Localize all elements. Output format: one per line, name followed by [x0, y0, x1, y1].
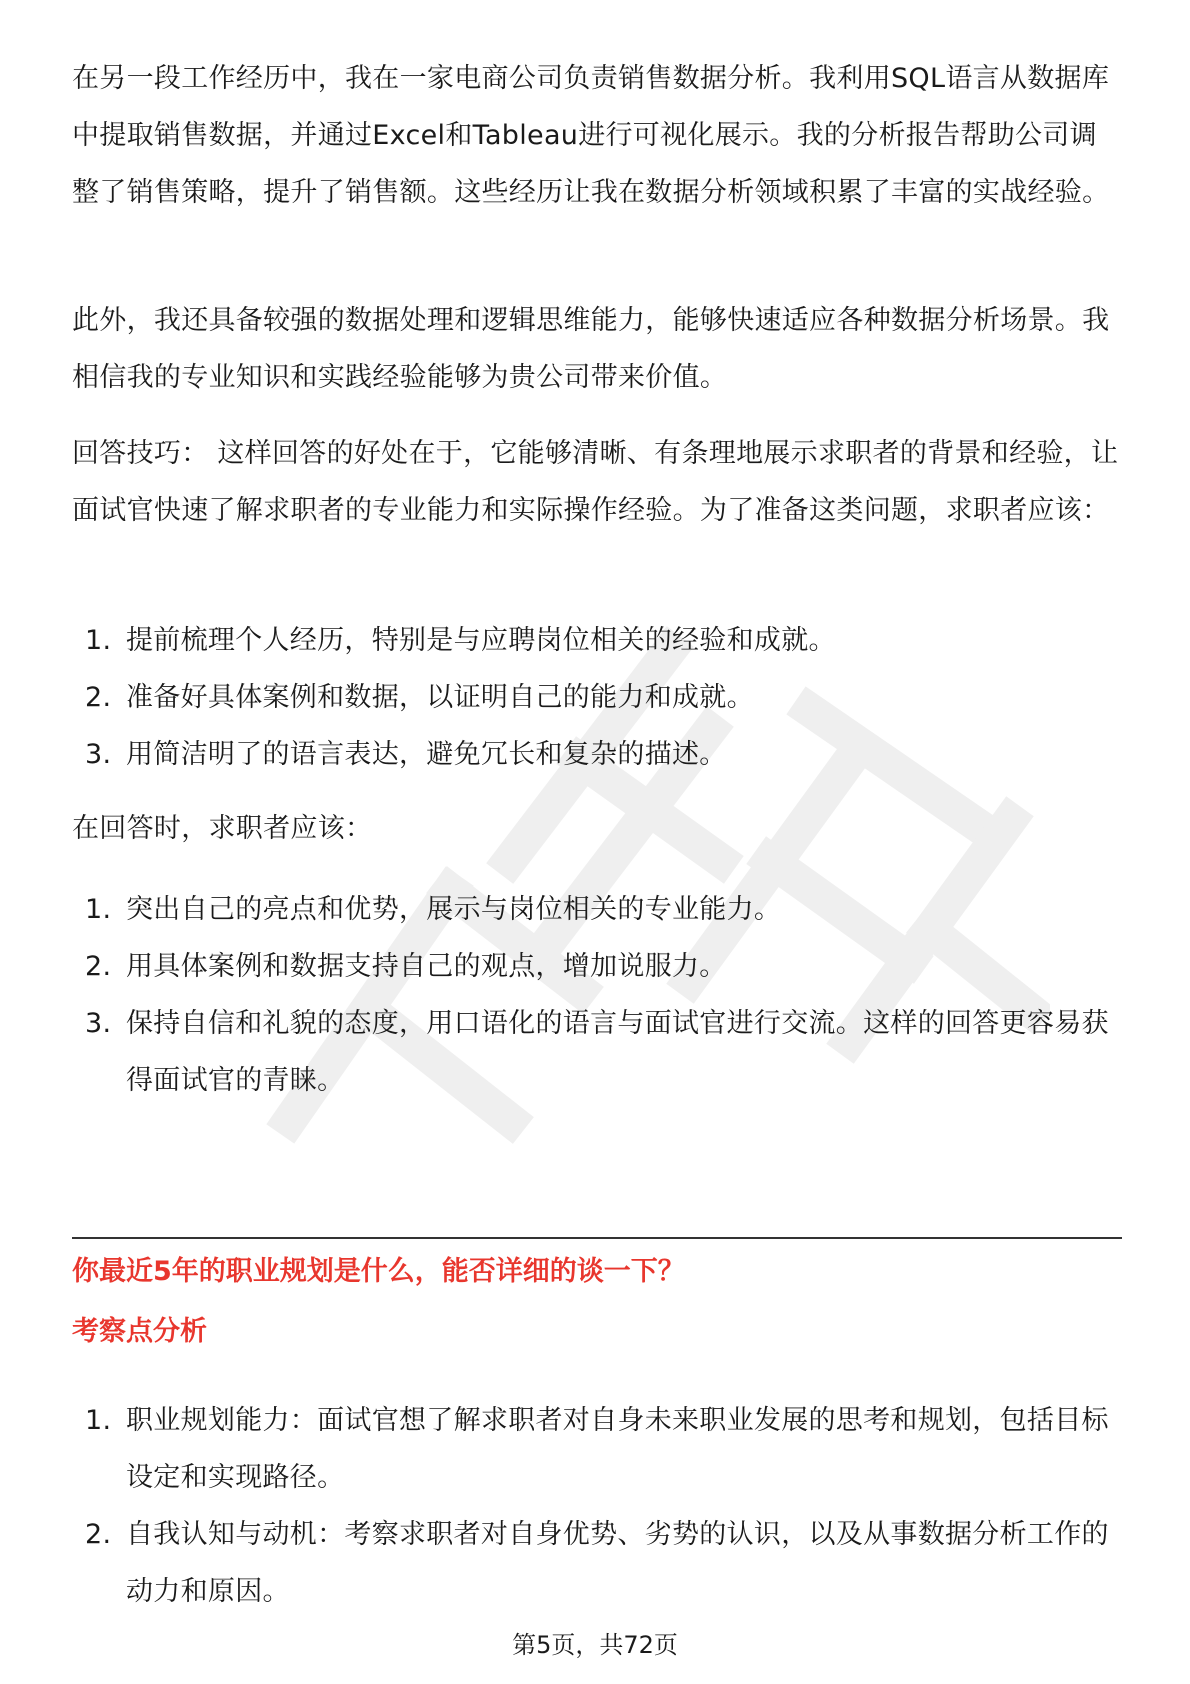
list-item: 2. 用具体案例和数据支持自己的观点，增加说服力。 [85, 951, 727, 982]
list-item: 1. 提前梳理个人经历，特别是与应聘岗位相关的经验和成就。 [85, 625, 836, 656]
list-item: 2. 自我认知与动机：考察求职者对自身优势、劣势的认识，以及从事数据分析工作的动力和原因。 [85, 1519, 1109, 1607]
document-page [72, 0, 1122, 1684]
list-item: 1. 突出自己的亮点和优势，展示与岗位相关的专业能力。 [85, 894, 782, 925]
list-analysis-points [72, 1392, 1122, 1620]
list-item: 2. 准备好具体案例和数据，以证明自己的能力和成就。 [85, 682, 754, 713]
list-preparation [72, 612, 1122, 783]
list-item: 1. 职业规划能力：面试官想了解求职者对自身未来职业发展的思考和规划，包括目标设定和实现路径。 [85, 1405, 1109, 1493]
analysis-subheading: 考察点分析 [72, 1316, 207, 1347]
paragraph-abilities: 此外，我还具备较强的数据处理和逻辑思维能力，能够快速适应各种数据分析场景。我相信我的专业知识和实践经验能够为贵公司带来价值。 [72, 305, 1110, 393]
page-footer: 第5页，共72页 [512, 1631, 678, 1659]
list-item: 3. 保持自信和礼貌的态度，用口语化的语言与面试官进行交流。这样的回答更容易获得面试官的青睐。 [85, 1008, 1109, 1096]
paragraph-work-experience: 在另一段工作经历中，我在一家电商公司负责销售数据分析。我利用SQL语言从数据库中提取销售数据，并通过Excel和Tableau进行可视化展示。我的分析报告帮助公司调整了销售策略，提升了销售额。这些经历让我在数据分析领域积累了丰富的实战经验。 [72, 63, 1110, 208]
list-answering [72, 881, 1122, 1109]
question-heading: 你最近5年的职业规划是什么，能否详细的谈一下？ [72, 1256, 685, 1287]
paragraph-answer-tips: 回答技巧： 这样回答的好处在于，它能够清晰、有条理地展示求职者的背景和经验，让面试官快速了解求职者的专业能力和实际操作经验。为了准备这类问题，求职者应该： [72, 438, 1119, 526]
list-item: 3. 用简洁明了的语言表达，避免冗长和复杂的描述。 [85, 739, 727, 770]
section-divider [72, 1237, 1122, 1239]
paragraph-when-answering: 在回答时，求职者应该： [72, 813, 373, 844]
